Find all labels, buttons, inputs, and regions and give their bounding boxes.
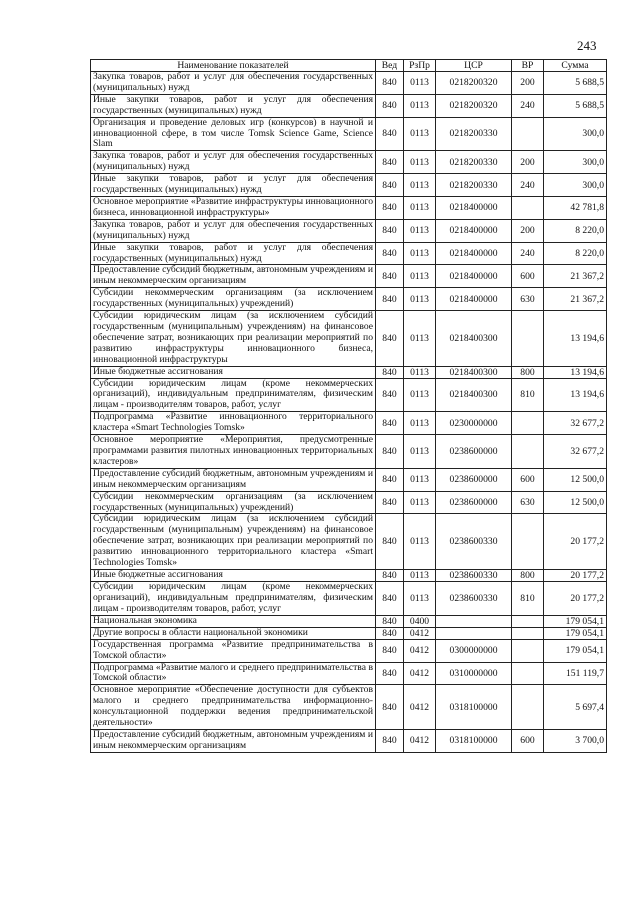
row-ved-cell: 840	[376, 311, 404, 367]
row-rzpr-cell: 0113	[404, 151, 436, 174]
row-rzpr-cell: 0412	[404, 627, 436, 639]
row-vr-cell	[512, 627, 544, 639]
row-vr-cell: 200	[512, 219, 544, 242]
row-csr-cell: 0218400000	[436, 265, 512, 288]
row-rzpr-cell: 0412	[404, 729, 436, 752]
row-rzpr-cell: 0400	[404, 615, 436, 627]
row-rzpr-cell: 0113	[404, 242, 436, 265]
row-ved-cell: 840	[376, 378, 404, 412]
row-csr-cell: 0238600000	[436, 491, 512, 514]
row-name-cell: Государственная программа «Развитие предпринимательства в Томской области»	[91, 639, 376, 662]
table-header	[91, 60, 607, 72]
table-row	[91, 242, 607, 265]
row-sum-cell: 5 688,5	[544, 94, 607, 117]
table-row	[91, 288, 607, 311]
row-ved-cell: 840	[376, 662, 404, 685]
table-row	[91, 311, 607, 367]
row-vr-cell: 800	[512, 569, 544, 581]
row-ved-cell: 840	[376, 117, 404, 151]
table-row	[91, 615, 607, 627]
row-rzpr-cell: 0113	[404, 311, 436, 367]
row-csr-cell: 0218400000	[436, 288, 512, 311]
row-vr-cell: 600	[512, 265, 544, 288]
row-ved-cell: 840	[376, 639, 404, 662]
row-vr-cell: 240	[512, 242, 544, 265]
row-sum-cell: 151 119,7	[544, 662, 607, 685]
table-row	[91, 412, 607, 435]
header-csr: ЦСР	[436, 60, 512, 72]
row-name-cell: Иные закупки товаров, работ и услуг для обеспечения государственных (муниципальных) нужд	[91, 242, 376, 265]
row-ved-cell: 840	[376, 581, 404, 615]
table-row	[91, 72, 607, 95]
row-name-cell: Субсидии юридическим лицам (кроме некоммерческих организаций), индивидуальным предпринимателям, физическим лицам - производителям товаров, работ, услуг	[91, 378, 376, 412]
row-sum-cell: 5 697,4	[544, 685, 607, 730]
row-csr-cell	[436, 615, 512, 627]
row-sum-cell: 21 367,2	[544, 265, 607, 288]
header-rzpr: РзПр	[404, 60, 436, 72]
row-rzpr-cell: 0113	[404, 366, 436, 378]
row-ved-cell: 840	[376, 366, 404, 378]
row-rzpr-cell: 0113	[404, 117, 436, 151]
row-sum-cell: 13 194,6	[544, 366, 607, 378]
table-row	[91, 378, 607, 412]
table-row	[91, 491, 607, 514]
row-csr-cell: 0218400000	[436, 242, 512, 265]
row-name-cell: Иные бюджетные ассигнования	[91, 569, 376, 581]
row-name-cell: Основное мероприятие «Обеспечение доступности для субъектов малого и среднего предпринимательства информационно-консультационной поддержки ведения предпринимательской деятельности»	[91, 685, 376, 730]
row-sum-cell: 20 177,2	[544, 581, 607, 615]
row-name-cell: Предоставление субсидий бюджетным, автономным учреждениям и иным некоммерческим организациям	[91, 729, 376, 752]
row-sum-cell: 20 177,2	[544, 569, 607, 581]
row-ved-cell: 840	[376, 412, 404, 435]
row-ved-cell: 840	[376, 94, 404, 117]
header-row	[91, 60, 607, 72]
row-ved-cell: 840	[376, 615, 404, 627]
row-vr-cell: 630	[512, 491, 544, 514]
row-ved-cell: 840	[376, 468, 404, 491]
table-row	[91, 117, 607, 151]
row-csr-cell: 0310000000	[436, 662, 512, 685]
row-name-cell: Другие вопросы в области национальной экономики	[91, 627, 376, 639]
row-rzpr-cell: 0113	[404, 174, 436, 197]
row-name-cell: Предоставление субсидий бюджетным, автономным учреждениям и иным некоммерческим организациям	[91, 265, 376, 288]
row-vr-cell	[512, 615, 544, 627]
table-row	[91, 514, 607, 570]
row-vr-cell: 600	[512, 468, 544, 491]
row-name-cell: Иные закупки товаров, работ и услуг для обеспечения государственных (муниципальных) нужд	[91, 94, 376, 117]
row-csr-cell: 0238600000	[436, 435, 512, 469]
row-csr-cell: 0218400300	[436, 311, 512, 367]
row-rzpr-cell: 0113	[404, 196, 436, 219]
table-row	[91, 569, 607, 581]
row-rzpr-cell: 0113	[404, 468, 436, 491]
header-sum: Сумма	[544, 60, 607, 72]
row-ved-cell: 840	[376, 219, 404, 242]
row-sum-cell: 300,0	[544, 151, 607, 174]
row-sum-cell: 5 688,5	[544, 72, 607, 95]
row-csr-cell	[436, 627, 512, 639]
row-vr-cell: 600	[512, 729, 544, 752]
table-row	[91, 174, 607, 197]
row-name-cell: Подпрограмма «Развитие малого и среднего предпринимательства в Томской области»	[91, 662, 376, 685]
row-csr-cell: 0218200330	[436, 174, 512, 197]
budget-table	[90, 59, 607, 753]
row-csr-cell: 0218200330	[436, 151, 512, 174]
row-csr-cell: 0218200330	[436, 117, 512, 151]
row-sum-cell: 20 177,2	[544, 514, 607, 570]
row-csr-cell: 0218400000	[436, 219, 512, 242]
row-ved-cell: 840	[376, 514, 404, 570]
row-csr-cell: 0238600000	[436, 468, 512, 491]
row-sum-cell: 13 194,6	[544, 378, 607, 412]
row-rzpr-cell: 0113	[404, 288, 436, 311]
table-row	[91, 219, 607, 242]
row-csr-cell: 0218400000	[436, 196, 512, 219]
row-name-cell: Организация и проведение деловых игр (конкурсов) в научной и инновационной сфере, в том числе Tomsk Science Game, Science Slam	[91, 117, 376, 151]
row-vr-cell	[512, 662, 544, 685]
row-rzpr-cell: 0113	[404, 72, 436, 95]
row-sum-cell: 12 500,0	[544, 468, 607, 491]
row-vr-cell: 800	[512, 366, 544, 378]
table-row	[91, 196, 607, 219]
row-sum-cell: 179 054,1	[544, 639, 607, 662]
row-rzpr-cell: 0113	[404, 219, 436, 242]
row-vr-cell: 200	[512, 151, 544, 174]
table-row	[91, 94, 607, 117]
row-name-cell: Субсидии юридическим лицам (кроме некоммерческих организаций), индивидуальным предпринимателям, физическим лицам - производителям товаров, работ, услуг	[91, 581, 376, 615]
row-sum-cell: 42 781,8	[544, 196, 607, 219]
row-sum-cell: 32 677,2	[544, 412, 607, 435]
row-ved-cell: 840	[376, 242, 404, 265]
row-csr-cell: 0238600330	[436, 581, 512, 615]
row-sum-cell: 21 367,2	[544, 288, 607, 311]
row-sum-cell: 13 194,6	[544, 311, 607, 367]
table-body	[91, 72, 607, 753]
row-name-cell: Закупка товаров, работ и услуг для обеспечения государственных (муниципальных) нужд	[91, 151, 376, 174]
row-sum-cell: 8 220,0	[544, 242, 607, 265]
row-ved-cell: 840	[376, 627, 404, 639]
row-ved-cell: 840	[376, 288, 404, 311]
row-sum-cell: 300,0	[544, 174, 607, 197]
row-vr-cell: 810	[512, 581, 544, 615]
row-name-cell: Подпрограмма «Развитие инновационного территориального кластера «Smart Technologies Tomsk»	[91, 412, 376, 435]
row-csr-cell: 0218200320	[436, 94, 512, 117]
row-csr-cell: 0230000000	[436, 412, 512, 435]
row-rzpr-cell: 0113	[404, 378, 436, 412]
header-name: Наименование показателей	[91, 60, 376, 72]
row-rzpr-cell: 0412	[404, 685, 436, 730]
row-sum-cell: 32 677,2	[544, 435, 607, 469]
table-row	[91, 685, 607, 730]
table-row	[91, 729, 607, 752]
row-vr-cell: 630	[512, 288, 544, 311]
table-row	[91, 639, 607, 662]
row-vr-cell	[512, 196, 544, 219]
row-name-cell: Основное мероприятие «Мероприятия, предусмотренные программами развития пилотных инновационных территориальных кластеров»	[91, 435, 376, 469]
row-vr-cell: 240	[512, 94, 544, 117]
row-rzpr-cell: 0113	[404, 435, 436, 469]
row-ved-cell: 840	[376, 729, 404, 752]
row-ved-cell: 840	[376, 265, 404, 288]
row-sum-cell: 12 500,0	[544, 491, 607, 514]
row-vr-cell	[512, 412, 544, 435]
table-row	[91, 265, 607, 288]
row-rzpr-cell: 0113	[404, 491, 436, 514]
row-ved-cell: 840	[376, 569, 404, 581]
row-rzpr-cell: 0113	[404, 581, 436, 615]
row-ved-cell: 840	[376, 174, 404, 197]
row-ved-cell: 840	[376, 151, 404, 174]
row-vr-cell: 810	[512, 378, 544, 412]
row-vr-cell: 200	[512, 72, 544, 95]
row-name-cell: Основное мероприятие «Развитие инфраструктуры инновационного бизнеса, инновационной инфраструктуры»	[91, 196, 376, 219]
row-rzpr-cell: 0113	[404, 94, 436, 117]
row-name-cell: Субсидии некоммерческим организациям (за исключением государственных (муниципальных) учреждений)	[91, 288, 376, 311]
row-name-cell: Национальная экономика	[91, 615, 376, 627]
row-vr-cell	[512, 514, 544, 570]
row-rzpr-cell: 0113	[404, 412, 436, 435]
row-name-cell: Иные закупки товаров, работ и услуг для обеспечения государственных (муниципальных) нужд	[91, 174, 376, 197]
row-sum-cell: 300,0	[544, 117, 607, 151]
row-ved-cell: 840	[376, 685, 404, 730]
row-rzpr-cell: 0412	[404, 662, 436, 685]
row-vr-cell	[512, 685, 544, 730]
row-name-cell: Субсидии юридическим лицам (за исключением субсидий государственным (муниципальным) учреждениям) на финансовое обеспечение затрат, возникающих при реализации мероприятий по развитию инновационного территориального кластера «Smart Technologies Tomsk»	[91, 514, 376, 570]
row-name-cell: Субсидии юридическим лицам (за исключением субсидий государственным (муниципальным) учреждениям) на финансовое обеспечение затрат, возникающих при реализации мероприятий по развитию инфраструктуры инновационного бизнеса, инновационной инфраструктуры	[91, 311, 376, 367]
header-vr: ВР	[512, 60, 544, 72]
row-sum-cell: 8 220,0	[544, 219, 607, 242]
row-sum-cell: 3 700,0	[544, 729, 607, 752]
row-csr-cell: 0318100000	[436, 729, 512, 752]
table-row	[91, 366, 607, 378]
row-vr-cell	[512, 639, 544, 662]
row-csr-cell: 0238600330	[436, 514, 512, 570]
row-rzpr-cell: 0412	[404, 639, 436, 662]
row-name-cell: Предоставление субсидий бюджетным, автономным учреждениям и иным некоммерческим организациям	[91, 468, 376, 491]
header-ved: Вед	[376, 60, 404, 72]
row-name-cell: Субсидии некоммерческим организациям (за исключением государственных (муниципальных) учреждений)	[91, 491, 376, 514]
row-name-cell: Иные бюджетные ассигнования	[91, 366, 376, 378]
row-csr-cell: 0218200320	[436, 72, 512, 95]
row-sum-cell: 179 054,1	[544, 627, 607, 639]
row-vr-cell	[512, 311, 544, 367]
row-rzpr-cell: 0113	[404, 265, 436, 288]
row-csr-cell: 0318100000	[436, 685, 512, 730]
row-rzpr-cell: 0113	[404, 569, 436, 581]
table-row	[91, 662, 607, 685]
row-csr-cell: 0218400300	[436, 366, 512, 378]
table-row	[91, 468, 607, 491]
row-ved-cell: 840	[376, 196, 404, 219]
row-sum-cell: 179 054,1	[544, 615, 607, 627]
table-row	[91, 581, 607, 615]
row-vr-cell	[512, 117, 544, 151]
page-number: 243	[577, 38, 597, 53]
row-vr-cell	[512, 435, 544, 469]
table-row	[91, 627, 607, 639]
row-ved-cell: 840	[376, 435, 404, 469]
row-csr-cell: 0218400300	[436, 378, 512, 412]
row-name-cell: Закупка товаров, работ и услуг для обеспечения государственных (муниципальных) нужд	[91, 219, 376, 242]
row-ved-cell: 840	[376, 72, 404, 95]
table-row	[91, 151, 607, 174]
row-vr-cell: 240	[512, 174, 544, 197]
row-ved-cell: 840	[376, 491, 404, 514]
row-csr-cell: 0238600330	[436, 569, 512, 581]
row-csr-cell: 0300000000	[436, 639, 512, 662]
row-name-cell: Закупка товаров, работ и услуг для обеспечения государственных (муниципальных) нужд	[91, 72, 376, 95]
table-row	[91, 435, 607, 469]
row-rzpr-cell: 0113	[404, 514, 436, 570]
